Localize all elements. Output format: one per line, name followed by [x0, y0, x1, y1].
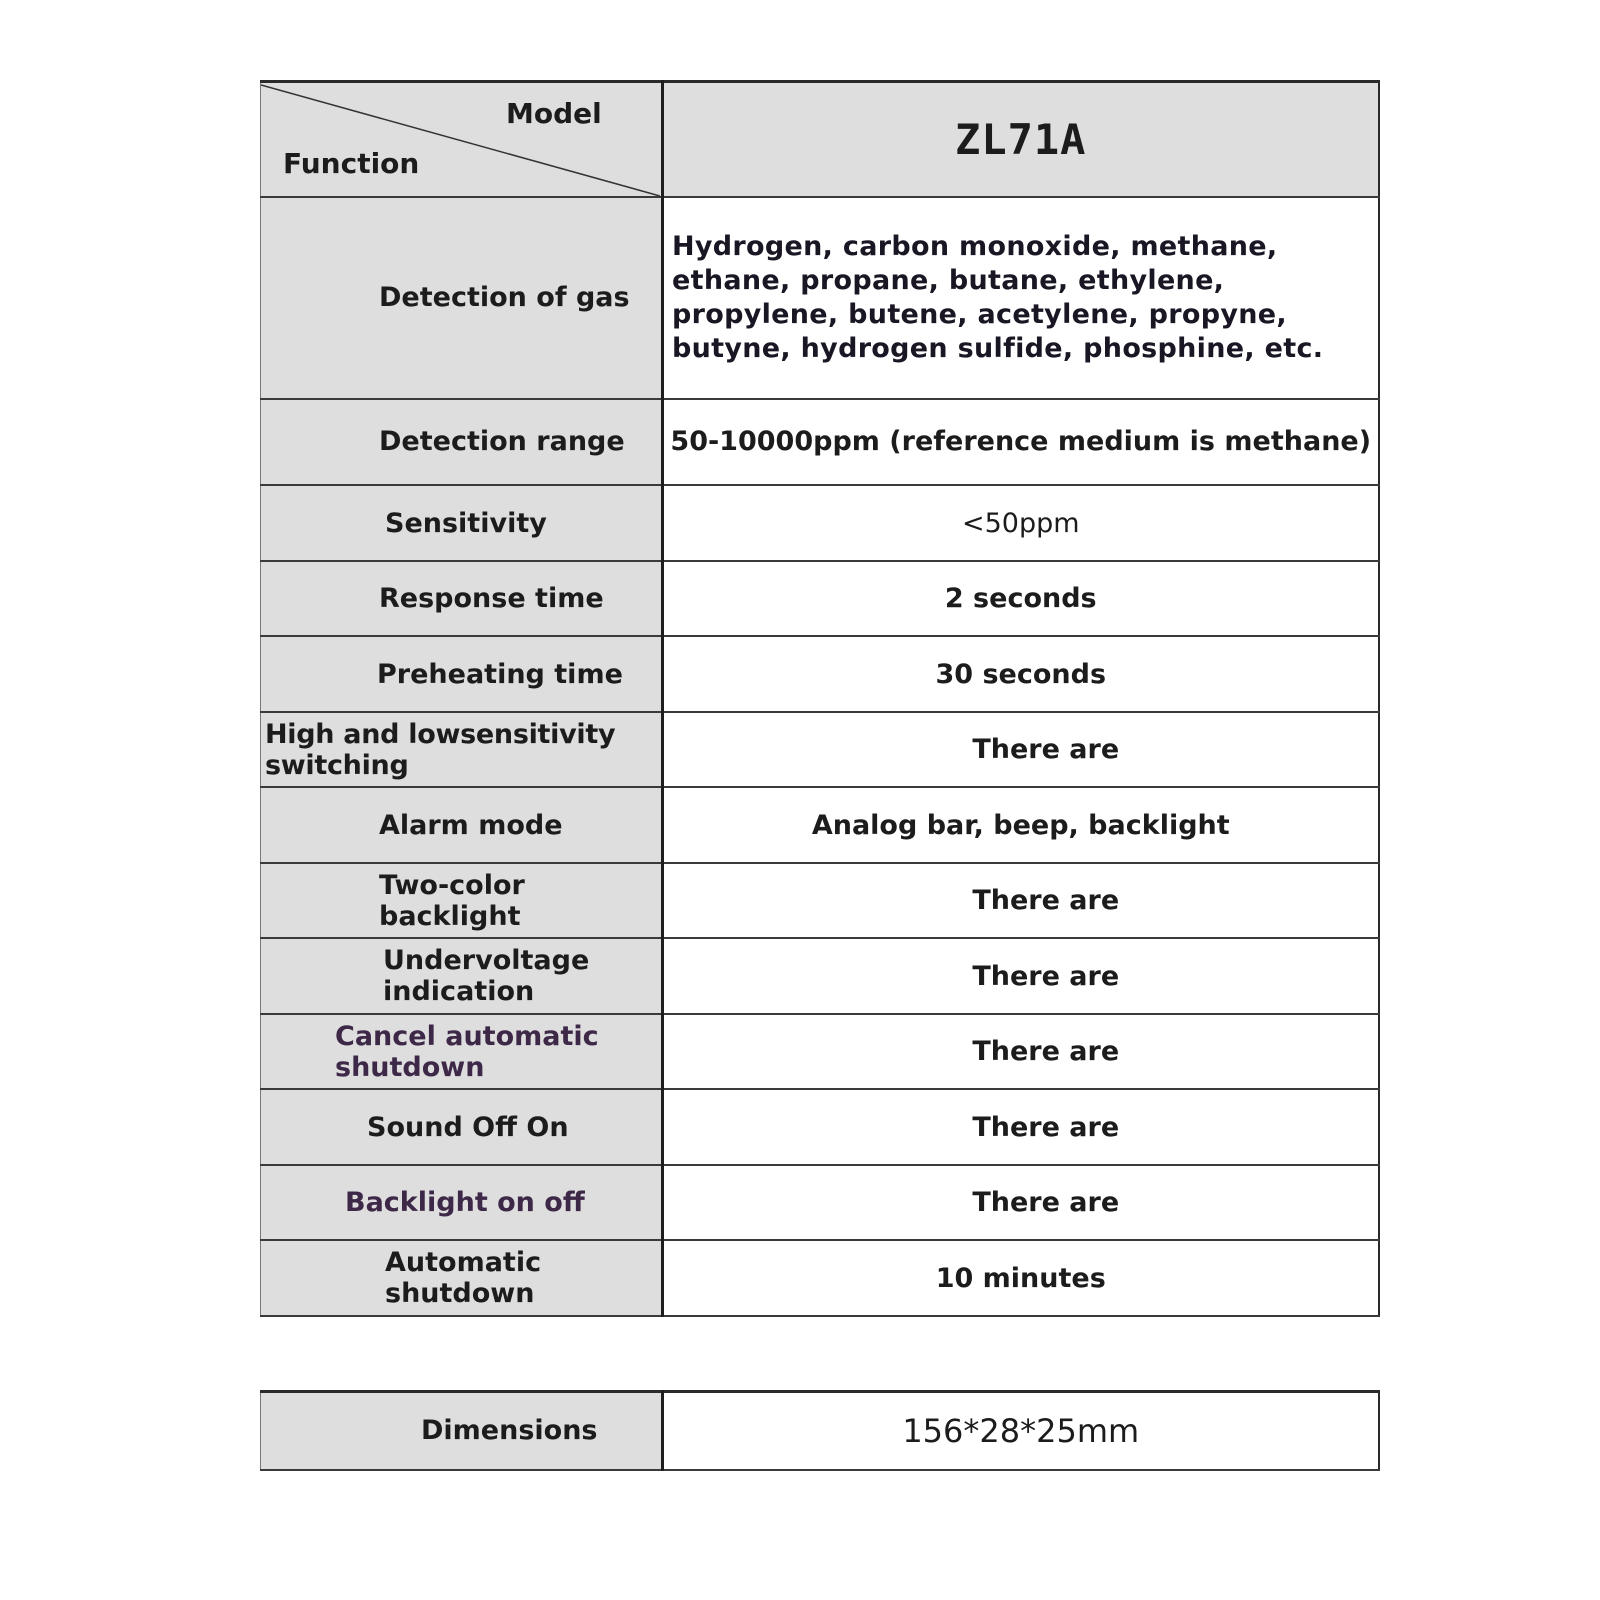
row-label-alarm-mode: Alarm mode — [261, 787, 663, 863]
row-value-alarm-mode: Analog bar, beep, backlight — [663, 787, 1379, 863]
table-row — [261, 1165, 1379, 1241]
row-value-sensitivity-switching: There are — [663, 712, 1379, 788]
row-label-automatic-shutdown: Automatic shutdown — [261, 1240, 663, 1316]
row-label-two-color-backlight: Two-color backlight — [261, 863, 663, 939]
table-row — [261, 863, 1379, 939]
table-row — [261, 1014, 1379, 1090]
table-row — [261, 1240, 1379, 1316]
table-row — [261, 787, 1379, 863]
row-label-response-time: Response time — [261, 561, 663, 637]
row-label-dimensions: Dimensions — [261, 1392, 663, 1470]
dimensions-table — [260, 1390, 1380, 1471]
row-value-sensitivity: <50ppm — [663, 485, 1379, 561]
table-row — [261, 1392, 1379, 1470]
row-label-preheating-time: Preheating time — [261, 636, 663, 712]
row-label-backlight-on-off: Backlight on off — [261, 1165, 663, 1241]
function-header-label: Function — [283, 147, 420, 180]
header-diagonal-cell — [261, 82, 663, 198]
table-row — [261, 636, 1379, 712]
row-value-dimensions: 156*28*25mm — [663, 1392, 1379, 1470]
table-row — [261, 1089, 1379, 1165]
row-value-response-time: 2 seconds — [663, 561, 1379, 637]
table-row — [261, 712, 1379, 788]
table-row — [261, 485, 1379, 561]
row-label-cancel-auto-shutdown: Cancel automatic shutdown — [261, 1014, 663, 1090]
table-row — [261, 399, 1379, 486]
row-label-detection-gas: Detection of gas — [261, 197, 663, 398]
row-value-sound-off-on: There are — [663, 1089, 1379, 1165]
row-value-detection-range: 50-10000ppm (reference medium is methane) — [663, 399, 1379, 486]
row-value-preheating-time: 30 seconds — [663, 636, 1379, 712]
row-value-two-color-backlight: There are — [663, 863, 1379, 939]
row-value-backlight-on-off: There are — [663, 1165, 1379, 1241]
header-row — [261, 82, 1379, 198]
row-label-detection-range: Detection range — [261, 399, 663, 486]
row-label-sensitivity-switching: High and lowsensitivity switching — [261, 712, 663, 788]
spec-table — [260, 80, 1380, 1317]
row-label-undervoltage-indication: Undervoltage indication — [261, 938, 663, 1014]
row-value-cancel-auto-shutdown: There are — [663, 1014, 1379, 1090]
row-value-detection-gas: Hydrogen, carbon monoxide, methane, ethane, propane, butane, ethylene, propylene, butene, acetylene, propyne, butyne, hydrogen sulfide, phosphine, etc. — [663, 197, 1379, 398]
row-label-sensitivity: Sensitivity — [261, 485, 663, 561]
model-value: ZL71A — [663, 82, 1379, 198]
table-row — [261, 938, 1379, 1014]
row-label-sound-off-on: Sound Off On — [261, 1089, 663, 1165]
table-row — [261, 561, 1379, 637]
model-header-label: Model — [506, 97, 602, 130]
row-value-automatic-shutdown: 10 minutes — [663, 1240, 1379, 1316]
table-row — [261, 197, 1379, 398]
row-value-undervoltage-indication: There are — [663, 938, 1379, 1014]
